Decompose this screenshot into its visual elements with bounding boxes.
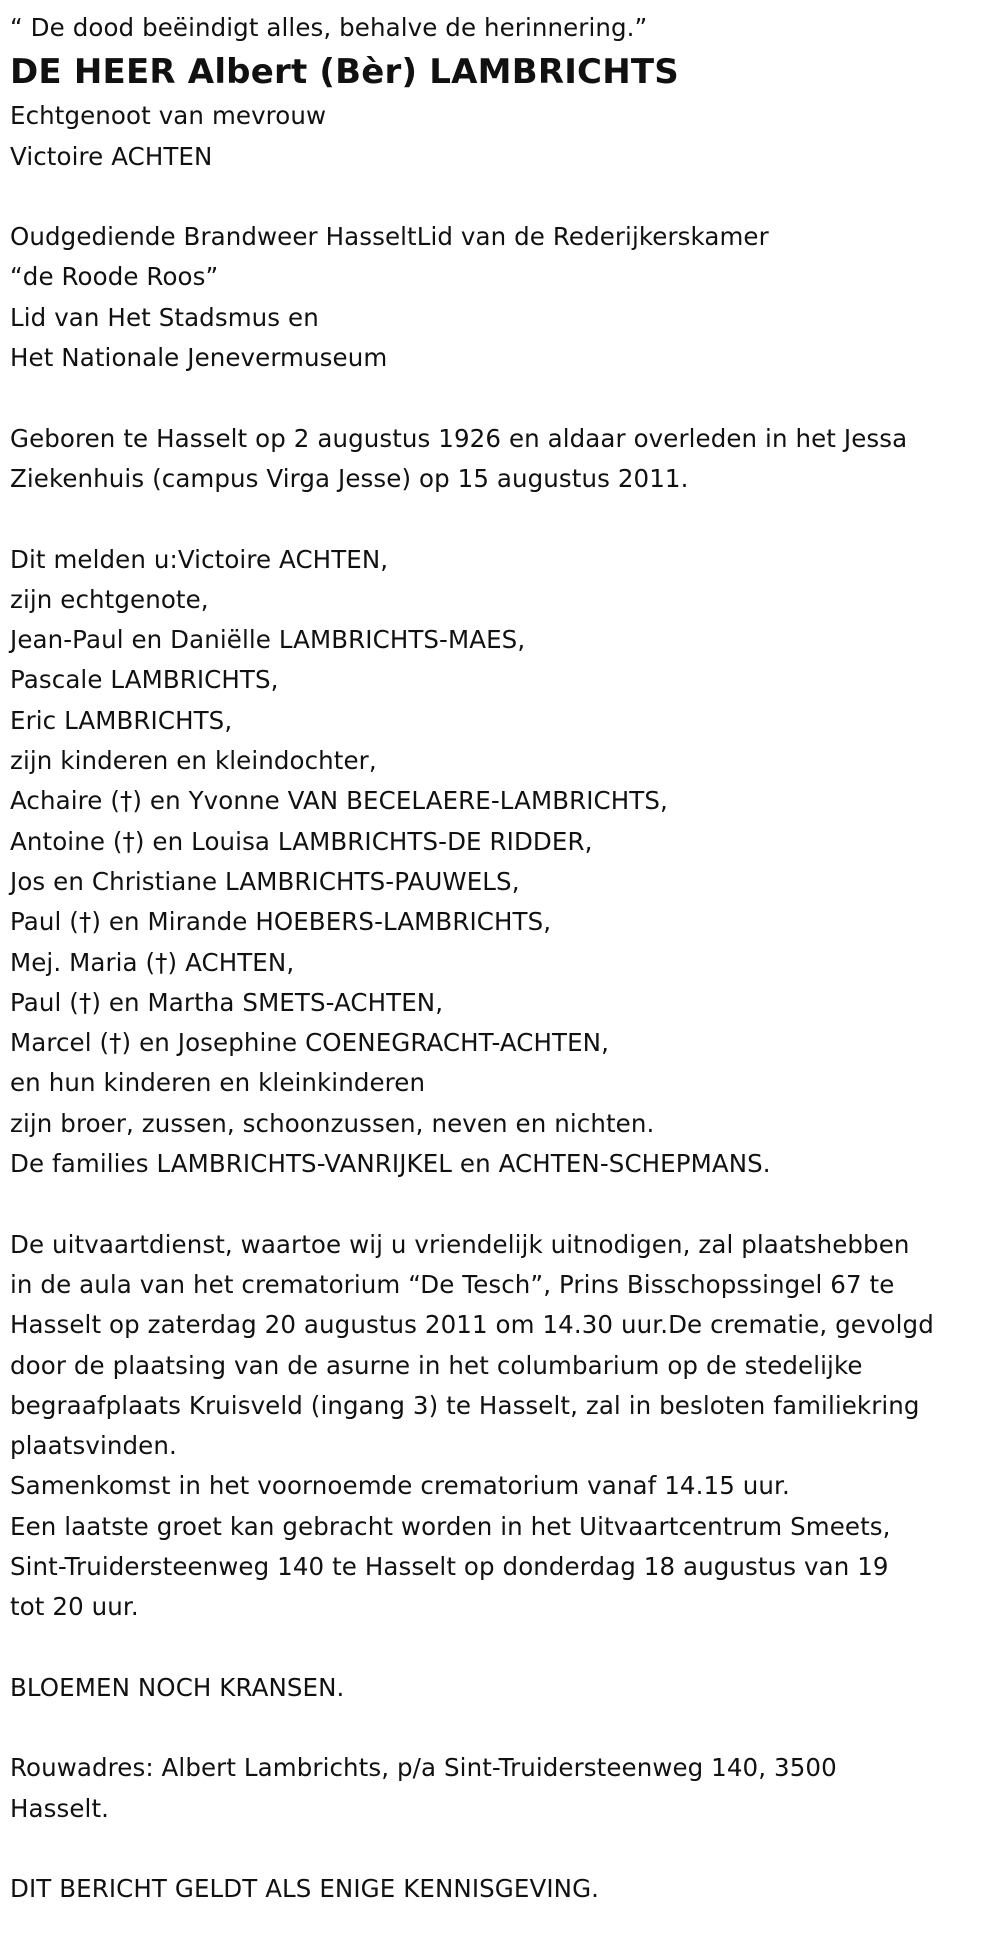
spouse-section: [10, 96, 995, 177]
paragraph-gap: [10, 378, 995, 418]
membership-line: Oudgediende Brandweer HasseltLid van de Rederijkerskamer: [10, 222, 769, 252]
paragraph-gap: [10, 499, 995, 539]
family-line: Mej. Maria (†) ACHTEN,: [10, 947, 295, 977]
birth-death-line: Geboren te Hasselt op 2 augustus 1926 en aldaar overleden in het Jessa: [10, 423, 908, 453]
spouse-name: Victoire ACHTEN: [10, 141, 213, 171]
paragraph-gap: [10, 1628, 995, 1668]
family-line: zijn echtgenote,: [10, 584, 209, 614]
family-line: Antoine (†) en Louisa LAMBRICHTS-DE RIDDER,: [10, 826, 593, 856]
service-line: Een laatste groet kan gebracht worden in het Uitvaartcentrum Smeets,: [10, 1511, 891, 1541]
service-line: door de plaatsing van de asurne in het columbarium op de stedelijke: [10, 1350, 863, 1380]
service-line: tot 20 uur.: [10, 1592, 139, 1622]
family-line: Jos en Christiane LAMBRICHTS-PAUWELS,: [10, 866, 520, 896]
spouse-line: Echtgenoot van mevrouw: [10, 101, 327, 131]
service-line: De uitvaartdienst, waartoe wij u vriendelijk uitnodigen, zal plaatshebben: [10, 1229, 910, 1259]
family-line: zijn kinderen en kleindochter,: [10, 746, 377, 776]
family-line: Achaire (†) en Yvonne VAN BECELAERE-LAMBRICHTS,: [10, 786, 668, 816]
family-line: De families LAMBRICHTS-VANRIJKEL en ACHTEN-SCHEPMANS.: [10, 1149, 771, 1179]
family-line: Paul (†) en Mirande HOEBERS-LAMBRICHTS,: [10, 907, 552, 937]
memberships-section: [10, 217, 995, 378]
service-line: Hasselt op zaterdag 20 augustus 2011 om 14.30 uur.De crematie, gevolgd: [10, 1310, 934, 1340]
membership-line: “de Roode Roos”: [10, 262, 219, 292]
service-line: Samenkomst in het voornoemde crematorium vanaf 14.15 uur.: [10, 1471, 790, 1501]
family-line: Marcel (†) en Josephine COENEGRACHT-ACHTEN,: [10, 1028, 609, 1058]
paragraph-gap: [10, 1184, 995, 1224]
service-line: plaatsvinden.: [10, 1431, 177, 1461]
service-line: begraafplaats Kruisveld (ingang 3) te Hasselt, zal in besloten familiekring: [10, 1390, 920, 1420]
family-line: Dit melden u:Victoire ACHTEN,: [10, 544, 389, 574]
address-line: Hasselt.: [10, 1793, 110, 1823]
family-line: Jean-Paul en Daniëlle LAMBRICHTS-MAES,: [10, 625, 526, 655]
paragraph-gap: [10, 1708, 995, 1748]
membership-line: Lid van Het Stadsmus en: [10, 302, 319, 332]
family-line: zijn broer, zussen, schoonzussen, neven en nichten.: [10, 1108, 655, 1138]
notice-line: DIT BERICHT GELDT ALS ENIGE KENNISGEVING.: [10, 1874, 600, 1904]
deceased-name-title: DE HEER Albert (Bèr) LAMBRICHTS: [10, 52, 679, 93]
birth-death-section: [10, 419, 995, 500]
birth-death-line: Ziekenhuis (campus Virga Jesse) op 15 augustus 2011.: [10, 463, 689, 493]
paragraph-gap: [10, 177, 995, 217]
family-line: Pascale LAMBRICHTS,: [10, 665, 279, 695]
flowers-note: BLOEMEN NOCH KRANSEN.: [10, 1672, 345, 1702]
paragraph-gap: [10, 1829, 995, 1869]
membership-line: Het Nationale Jenevermuseum: [10, 343, 388, 373]
service-section: [10, 1225, 995, 1628]
service-line: Sint-Truidersteenweg 140 te Hasselt op donderdag 18 augustus van 19: [10, 1551, 889, 1581]
address-section: [10, 1748, 995, 1829]
family-line: Paul (†) en Martha SMETS-ACHTEN,: [10, 987, 444, 1017]
family-line: en hun kinderen en kleinkinderen: [10, 1068, 426, 1098]
family-line: Eric LAMBRICHTS,: [10, 705, 233, 735]
obituary-document: [10, 8, 995, 1910]
opening-quote: “ De dood beëindigt alles, behalve de herinnering.”: [10, 13, 648, 42]
service-line: in de aula van het crematorium “De Tesch”, Prins Bisschopssingel 67 te: [10, 1269, 895, 1299]
address-line: Rouwadres: Albert Lambrichts, p/a Sint-Truidersteenweg 140, 3500: [10, 1753, 837, 1783]
family-section: [10, 540, 995, 1185]
